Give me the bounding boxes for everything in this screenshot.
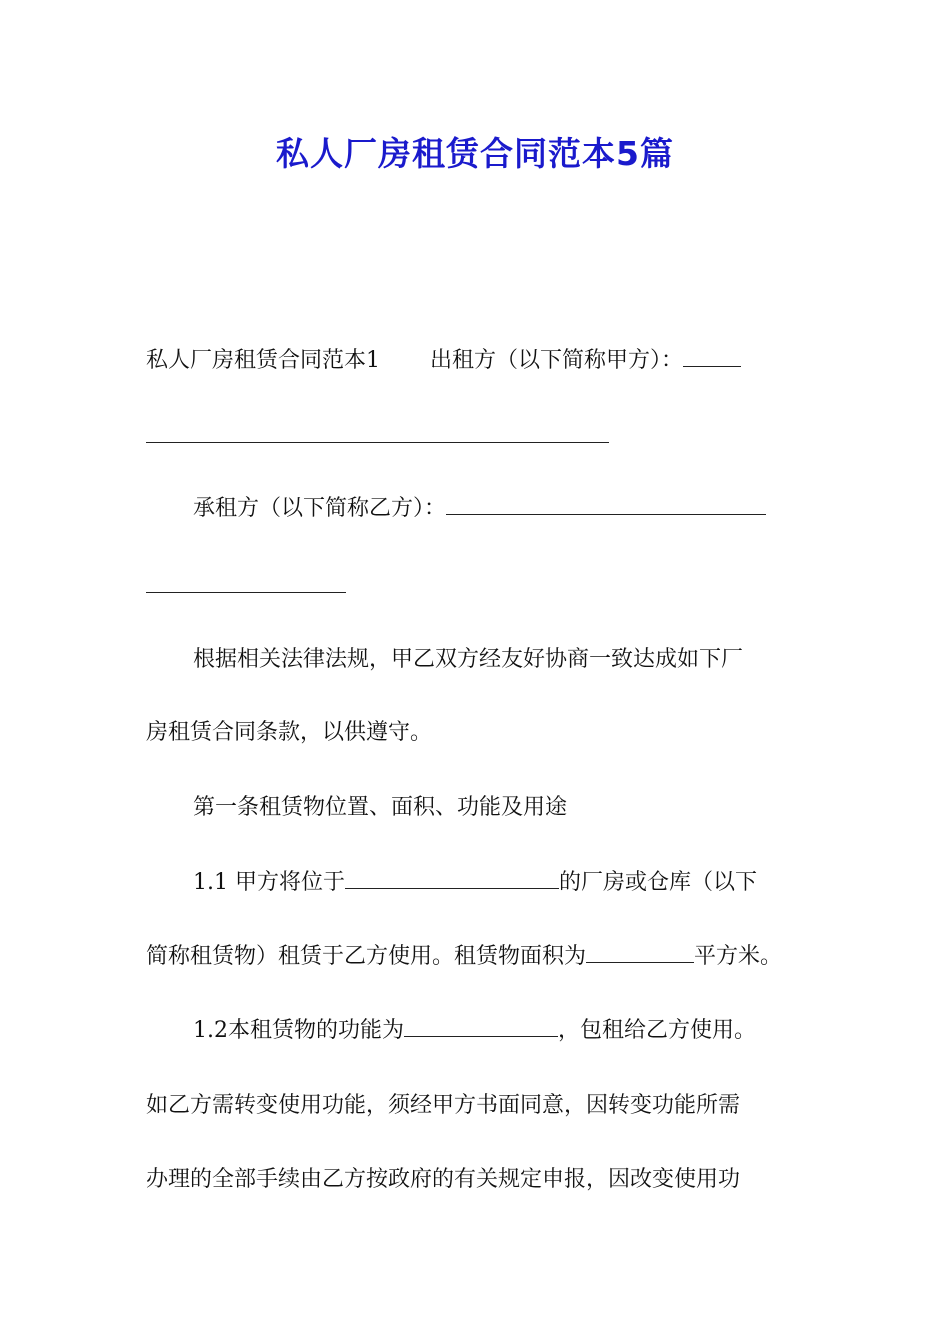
clause-1-2-suffix: ，包租给乙方使用。 bbox=[558, 1018, 757, 1043]
contract-heading-1: 私人厂房租赁合同范本1 bbox=[146, 348, 380, 373]
area-unit: 平方米。 bbox=[694, 944, 783, 969]
paragraph-line-4: 房租赁合同条款，以供遵守。 bbox=[146, 720, 433, 745]
paragraph-line-lessor bbox=[146, 346, 741, 376]
lessee-blank-continued bbox=[146, 592, 346, 593]
paragraph-line-3: 根据相关法律法规，甲乙双方经友好协商一致达成如下厂 bbox=[193, 647, 744, 672]
clause-1-1-label: 1.1 甲方将位于 bbox=[193, 870, 345, 895]
area-blank bbox=[586, 944, 694, 963]
lessor-blank bbox=[683, 348, 741, 367]
lessee-blank bbox=[446, 496, 766, 515]
location-blank bbox=[345, 870, 559, 889]
document-title: 私人厂房租赁合同范本5篇 bbox=[276, 134, 674, 173]
lessor-label: 出租方（以下简称甲方）： bbox=[430, 348, 684, 373]
lessor-blank-continued bbox=[146, 442, 609, 443]
paragraph-line-9: 如乙方需转变使用功能，须经甲方书面同意，因转变功能所需 bbox=[146, 1093, 741, 1118]
area-label: 简称租赁物）租赁于乙方使用。租赁物面积为 bbox=[146, 944, 587, 969]
paragraph-line-7 bbox=[146, 942, 782, 972]
paragraph-line-lessee bbox=[193, 494, 766, 524]
lessee-label: 承租方（以下简称乙方）： bbox=[193, 496, 447, 521]
paragraph-line-6 bbox=[193, 868, 757, 898]
function-blank bbox=[404, 1018, 558, 1037]
clause-1-1-suffix: 的厂房或仓库（以下 bbox=[558, 870, 757, 895]
clause-1-2-label: 1.2本租赁物的功能为 bbox=[193, 1018, 404, 1043]
paragraph-line-8 bbox=[193, 1016, 756, 1046]
article-1-heading: 第一条租赁物位置、面积、功能及用途 bbox=[193, 795, 568, 820]
paragraph-line-10: 办理的全部手续由乙方按政府的有关规定申报，因改变使用功 bbox=[146, 1167, 741, 1192]
